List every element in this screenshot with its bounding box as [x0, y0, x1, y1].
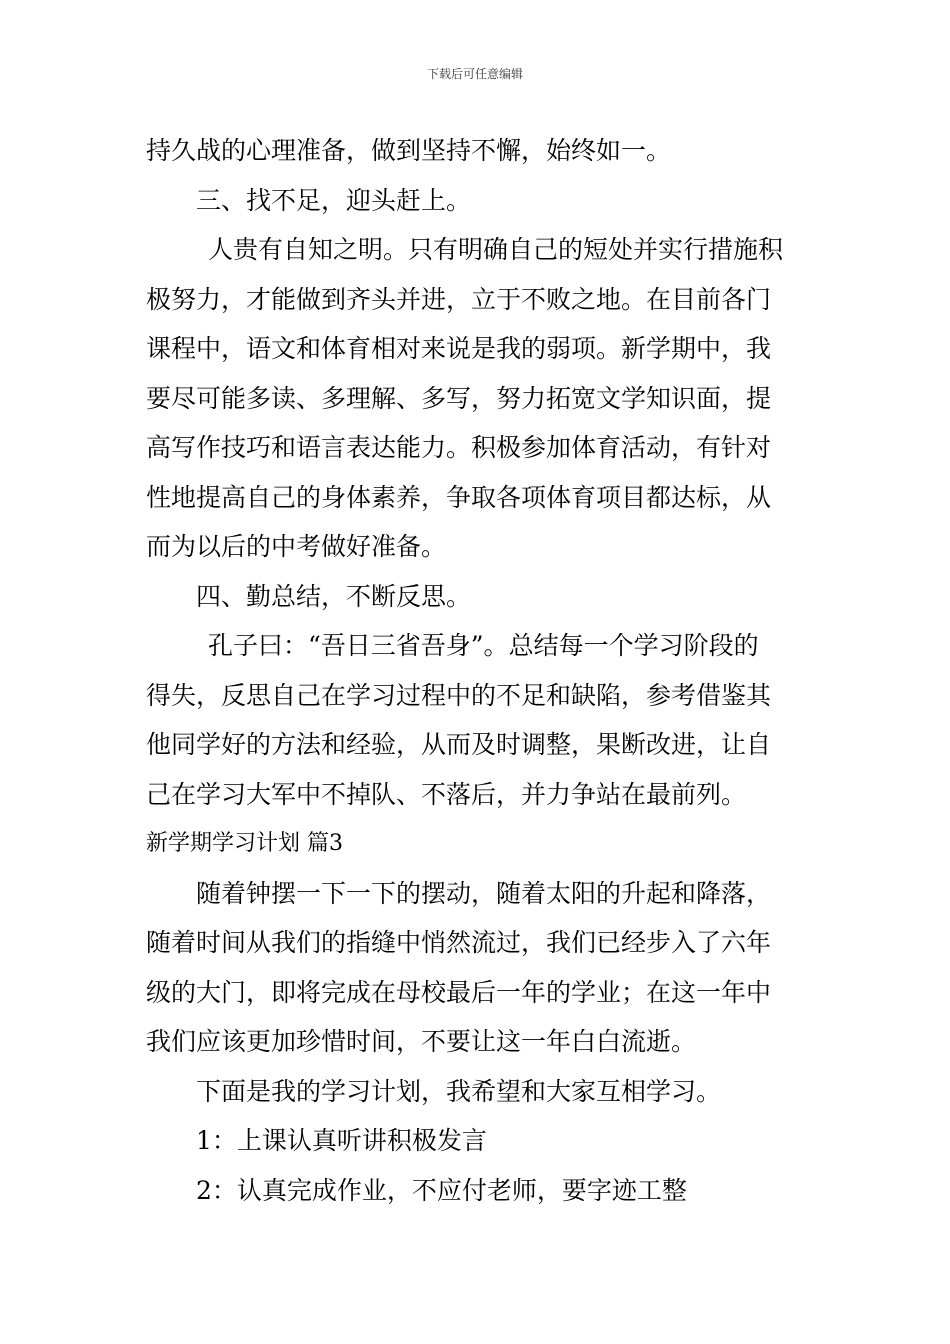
text-line: 下面是我的学习计划，我希望和大家互相学习。: [196, 1076, 722, 1106]
section-heading: 四、勤总结，不断反思。: [196, 581, 472, 611]
text-line: 己在学习大军中不掉队、不落后，并力争站在最前列。: [146, 779, 747, 809]
text-line: 得失，反思自己在学习过程中的不足和缺陷，参考借鉴其: [146, 680, 772, 710]
page-header: 下载后可任意编辑: [426, 67, 523, 81]
text-line: 持久战的心理准备，做到坚持不懈，始终如一。: [146, 136, 672, 165]
text-line: 而为以后的中考做好准备。: [146, 532, 447, 561]
section-heading: 三、找不足，迎头赶上。: [196, 185, 472, 215]
text-line: 我们应该更加珍惜时间，不要让这一年白白流逝。: [146, 1027, 697, 1056]
list-item: 1：上课认真听讲积极发言: [196, 1126, 487, 1155]
document-body: [146, 126, 806, 1215]
text-line: 他同学好的方法和经验，从而及时调整，果断改进，让自: [146, 730, 772, 759]
text-line: 性地提高自己的身体素养，争取各项体育项目都达标，从: [146, 482, 772, 512]
text-line: 随着时间从我们的指缝中悄然流过，我们已经步入了六年: [146, 928, 772, 957]
text-line: 极努力，才能做到齐头并进，立于不败之地。在目前各门: [146, 284, 772, 314]
text-line: 要尽可能多读、多理解、多写，努力拓宽文学知识面，提: [146, 383, 772, 413]
article-title: 新学期学习计划 篇3: [146, 831, 343, 856]
text-line: 随着钟摆一下一下的摆动，随着太阳的升起和降落，: [196, 878, 772, 908]
text-line: 人贵有自知之明。只有明确自己的短处并实行措施积: [208, 235, 784, 264]
list-item: 2：认真完成作业，不应付老师，要字迹工整: [196, 1175, 687, 1205]
text-line: 高写作技巧和语言表达能力。积极参加体育活动，有针对: [146, 433, 772, 462]
text-line: 级的大门，即将完成在母校最后一年的学业；在这一年中: [146, 977, 772, 1007]
text-line: 课程中，语文和体育相对来说是我的弱项。新学期中，我: [146, 334, 772, 363]
text-line: 孔子曰：“吾日三省吾身”。总结每一个学习阶段的: [208, 631, 759, 660]
